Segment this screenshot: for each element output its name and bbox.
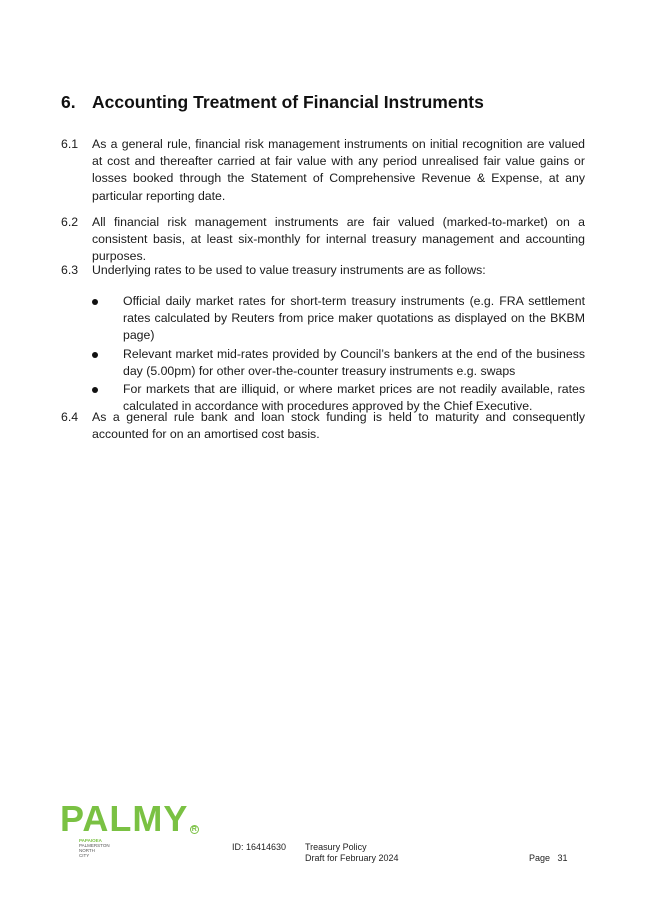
- logo-wordmark-text: PALMY: [60, 798, 189, 839]
- footer-document-id: ID: 16414630: [232, 842, 287, 852]
- section-heading-title: Accounting Treatment of Financial Instruments: [92, 92, 484, 112]
- logo-sub-line: CITY: [79, 853, 90, 858]
- logo-sub-line: PALMERSTON: [79, 843, 110, 848]
- clause-number: 6.1: [61, 137, 79, 151]
- section-heading: [61, 92, 484, 113]
- clause-number: 6.2: [61, 215, 79, 229]
- clause-text: Underlying rates to be used to value treasury instruments are as follows:: [92, 263, 486, 277]
- logo-subtitle: [79, 838, 199, 858]
- logo-wordmark: [60, 798, 199, 839]
- bullet-item: [92, 346, 585, 380]
- bullet-text: Relevant market mid-rates provided by Council’s bankers at the end of the business day (5.00pm) for other over-the-counter treasury instruments e.g. swaps: [123, 346, 585, 378]
- clause-6-1: [61, 136, 585, 205]
- section-heading-number: 6.: [61, 92, 76, 112]
- footer-document-info: [305, 842, 399, 864]
- clause-number: 6.3: [61, 263, 79, 277]
- clause-6-3: [61, 262, 585, 279]
- clause-text: As a general rule, financial risk management instruments on initial recognition are valued at cost and thereafter carried at fair value with any period unrealised fair value gains or losses booked through the Statement of Comprehensive Revenue & Expense, at any particular reporting date.: [92, 137, 585, 203]
- logo-sub-line: PAPAIOEA: [79, 838, 102, 843]
- bullet-item: [92, 293, 585, 345]
- clause-6-2: [61, 214, 585, 266]
- clause-number: 6.4: [61, 410, 79, 424]
- footer-doc-title: Treasury Policy: [305, 842, 367, 852]
- footer-doc-status: Draft for February 2024: [305, 853, 399, 863]
- registered-icon: R: [191, 826, 198, 833]
- clause-text: All financial risk management instruments are fair valued (marked-to-market) on a consistent basis, at least six-monthly for internal treasury management and accounting purposes.: [92, 215, 585, 264]
- logo-sub-line: NORTH: [79, 848, 95, 853]
- palmy-logo: [60, 798, 199, 858]
- rates-bullet-list: [92, 293, 585, 416]
- bullet-text: For markets that are illiquid, or where market prices are not readily available, rates calculated in accordance with procedures approved by the Chief Executive.: [123, 382, 585, 414]
- bullet-text: Official daily market rates for short-term treasury instruments (e.g. FRA settlement rates calculated by Reuters from price maker quotations as displayed on the BKBM page): [123, 294, 585, 343]
- footer-page-number: Page 31: [529, 853, 568, 863]
- bullet-icon: [92, 387, 98, 393]
- clause-text: As a general rule bank and loan stock funding is held to maturity and consequently accounted for on an amortised cost basis.: [92, 410, 585, 442]
- bullet-icon: [92, 352, 98, 358]
- bullet-icon: [92, 299, 98, 305]
- clause-6-4: [61, 409, 585, 443]
